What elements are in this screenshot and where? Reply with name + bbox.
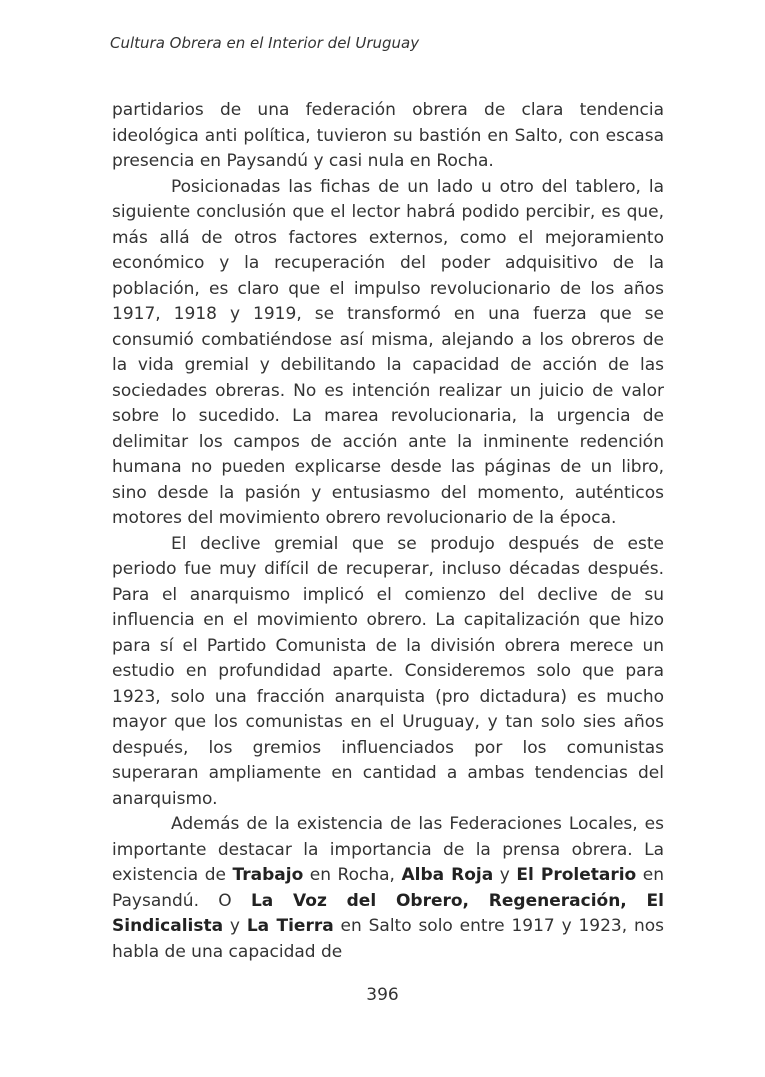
text-run: y	[223, 916, 247, 936]
newspaper-title: Trabajo	[232, 865, 304, 885]
paragraph-2: Posicionadas las fichas de un lado u otro del tablero, la siguiente conclusión que el lector habrá podido percibir, es que, más allá de otros factores externos, como el mejoramiento económico y la recuperación del poder adquisitivo de la población, es claro que el impulso revolucionario de los años 1917, 1918 y 1919, se transformó en una fuerza que se consumió combatiéndose así misma, alejando a los obreros de la vida gremial y debilitando la capacidad de acción de las sociedades obreras. No es intención realizar un juicio de valor sobre lo sucedido. La marea revolucionaria, la urgencia de delimitar los campos de acción ante la inminente redención humana no pueden explicarse desde las páginas de un libro, sino desde la pasión y entusiasmo del momento, auténticos motores del movimiento obrero revolucionario de la época.	[112, 176, 664, 528]
text-run: en Salto solo entre 1917 y 1923, nos habla de una capacidad de	[112, 916, 665, 962]
newspaper-title: El Proletario	[516, 865, 637, 885]
paragraph-1: partidarios de una federación obrera de clara tendencia ideológica anti política, tuvieron su bastión en Salto, con escasa presencia en Paysandú y casi nula en Rocha.	[112, 100, 664, 171]
paragraph-3: El declive gremial que se produjo después de este periodo fue muy difícil de recuperar, incluso décadas después. Para el anarquismo implicó el comienzo del declive de su influencia en el movimiento obrero. La capitalización que hizo para sí el Partido Comunista de la división obrera merece un estudio en profundidad aparte. Consideremos solo que para 1923, solo una fracción anarquista (pro dictadura) es mucho mayor que los comunistas en el Uruguay, y tan solo sies años después, los gremios influenciados por los comunistas superaran ampliamente en cantidad a ambas tendencias del anarquismo.	[112, 533, 664, 809]
text-run: y	[493, 865, 517, 885]
running-header: Cultura Obrera en el Interior del Uruguay	[110, 34, 420, 52]
newspaper-title: Alba Roja	[401, 865, 494, 885]
newspaper-title: La Tierra	[246, 916, 334, 936]
page-number: 396	[366, 985, 399, 1005]
text-run: en Rocha,	[303, 865, 402, 885]
newspaper-title: La Voz del Obrero, Regeneración, El Sindicalista	[112, 890, 664, 936]
text-run: Además de la existencia de las Federaciones Locales, es importante destacar la importancia de la prensa obrera. La existencia de	[112, 814, 664, 885]
text-run: en Paysandú. O	[112, 865, 665, 911]
paragraph-4	[112, 812, 664, 965]
body-text	[112, 98, 664, 965]
